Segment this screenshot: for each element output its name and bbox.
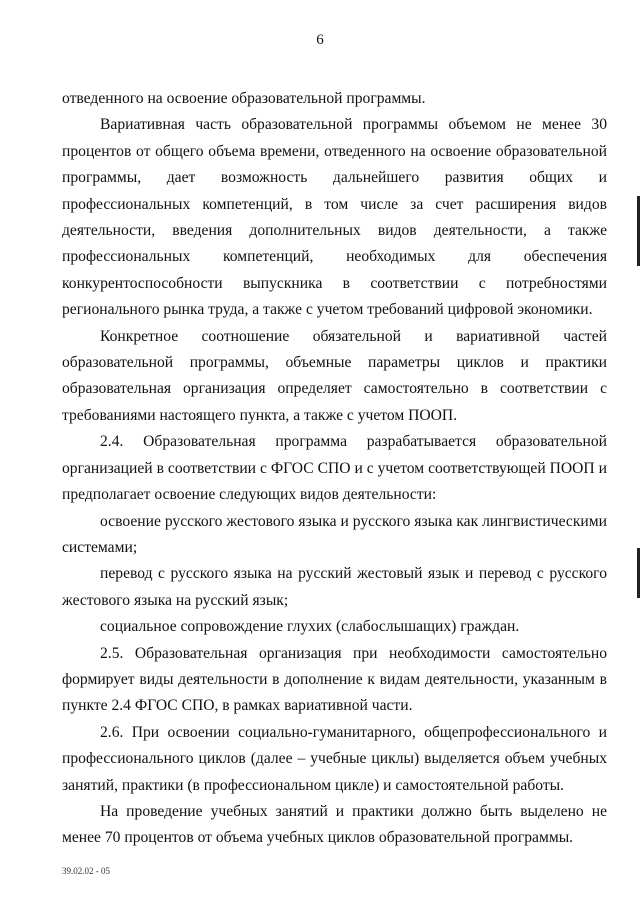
page-number: 6 [316,32,324,48]
paragraph-continuation: отведенного на освоение образовательной программы. [62,90,426,107]
paragraph-2-6: 2.6. При освоении социально-гуманитарного, общепрофессионального и профессионального циклов (далее – учебные циклы) выделяется объем учебных занятий, практики (в профессиональном цикле) и самостоятельной работы. [62,723,607,794]
document-body [62,86,607,852]
footer-document-code: 39.02.02 - 05 [62,866,110,876]
paragraph-ratio: Конкретное соотношение обязательной и вариативной частей образовательной программы, объемные параметры циклов и практики образовательная организация определяет самостоятельно в соответствии с требованиями настоящего пункта, а также с учетом ПООП. [62,327,607,424]
activity-item-1: освоение русского жестового языка и русского языка как лингвистическими системами; [62,512,607,556]
paragraph-2-5: 2.5. Образовательная организация при необходимости самостоятельно формирует виды деятельности в дополнение к видам деятельности, указанным в пункте 2.4 ФГОС СПО, в рамках вариативной части. [62,644,607,715]
paragraph-2-4: 2.4. Образовательная программа разрабатывается образовательной организацией в соответствии с ФГОС СПО и с учетом соответствующей ПООП и предполагает освоение следующих видов деятельности: [62,433,607,504]
activity-item-3: социальное сопровождение глухих (слабослышащих) граждан. [100,618,520,636]
paragraph-variative-part: Вариативная часть образовательной программы объемом не менее 30 процентов от общего объема времени, отведенного на освоение образовательной программы, дает возможность дальнейшего развития общих и профессиональных компетенций, в том числе за счет расширения видов деятельности, введения дополнительных видов деятельности, а также профессиональных компетенций, необходимых для обеспечения конкурентоспособности выпускника в соответствии с потребностями регионального рынка труда, а также с учетом требований цифровой экономики. [62,116,607,319]
activity-item-2: перевод с русского языка на русский жестовый язык и перевод с русского жестового языка на русский язык; [62,565,607,609]
paragraph-70-percent: На проведение учебных занятий и практики должно быть выделено не менее 70 процентов от объема учебных циклов образовательной программы. [62,802,607,847]
